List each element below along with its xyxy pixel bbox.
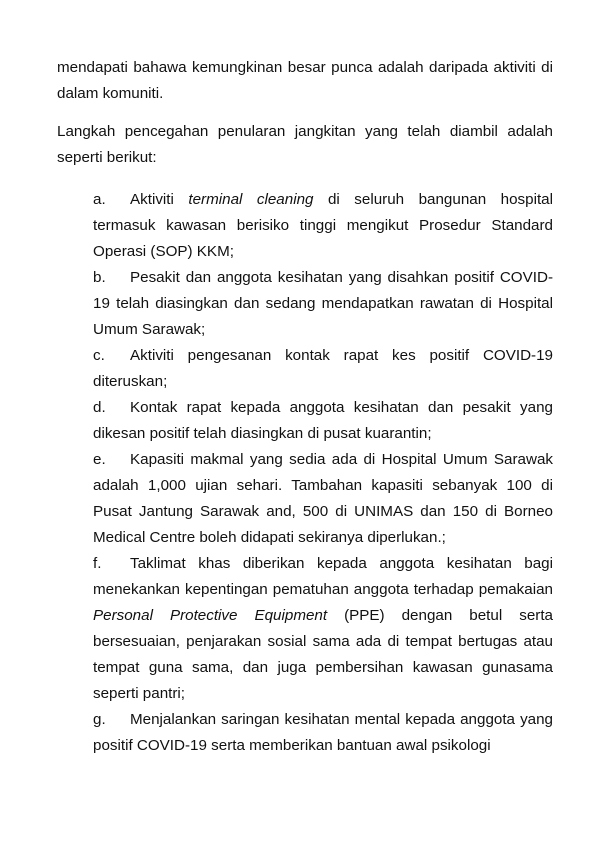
list-item-emphasis: terminal cleaning [188,191,314,208]
list-item-text: Pesakit dan anggota kesihatan yang disahkan positif COVID-19 telah diasingkan dan sedang mendapatkan rawatan di Hospital Umum Sarawak; [93,269,553,338]
list-item-text: Aktiviti [130,191,189,208]
list-item-text: (PPE) dengan betul serta bersesuaian, penjarakan sosial sama ada di tempat bertugas atau tempat guna sama, dan juga pembersihan kawasan gunasama seperti pantri; [93,607,553,702]
list-item-g [93,707,553,759]
list-marker: b. [93,269,106,286]
list-item-b [93,265,553,343]
paragraph-intro: mendapati bahawa kemungkinan besar punca adalah daripada aktiviti di dalam komuniti. [57,59,553,102]
list-item-f [93,551,553,707]
list-item-text: di seluruh bangunan hospital termasuk kawasan berisiko tinggi mengikut Prosedur Standard Operasi (SOP) KKM; [93,191,553,260]
measures-list [93,187,553,759]
list-item-emphasis: Personal Protective Equipment [93,607,328,624]
list-item-text: Kontak rapat kepada anggota kesihatan dan pesakit yang dikesan positif telah diasingkan di pusat kuarantin; [93,399,553,442]
list-item-d [93,395,553,447]
list-item-text: Aktiviti pengesanan kontak rapat kes positif COVID-19 diteruskan; [93,347,553,390]
list-marker: a. [93,191,106,208]
list-marker: e. [93,451,106,468]
list-item-a [93,187,553,265]
list-marker: f. [93,555,102,572]
list-marker: c. [93,347,105,364]
list-item-text: Kapasiti makmal yang sedia ada di Hospital Umum Sarawak adalah 1,000 ujian sehari. Tambahan kapasiti sebanyak 100 di Pusat Jantung Sarawak and, 500 di UNIMAS dan 150 di Borneo Medical Centre boleh didapati sekiranya diperlukan.; [93,451,553,546]
list-item-c [93,343,553,395]
list-item-text: Taklimat khas diberikan kepada anggota kesihatan bagi menekankan kepentingan pematuhan anggota terhadap pemakaian [93,555,553,598]
list-item-text: Menjalankan saringan kesihatan mental kepada anggota yang positif COVID-19 serta memberikan bantuan awal psikologi [93,711,553,754]
paragraph-measures-heading: Langkah pencegahan penularan jangkitan yang telah diambil adalah seperti berikut: [57,123,553,166]
list-item-e [93,447,553,551]
list-marker: g. [93,711,106,728]
list-marker: d. [93,399,106,416]
